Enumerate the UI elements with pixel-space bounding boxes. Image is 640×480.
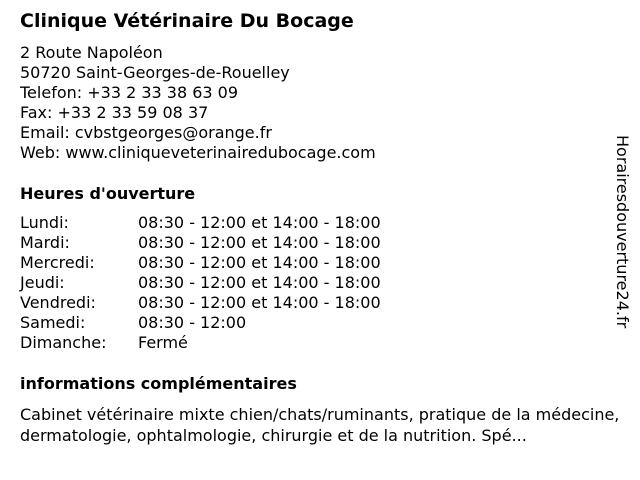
address-line-1: 2 Route Napoléon	[20, 43, 163, 62]
address-line-2: 50720 Saint-Georges-de-Rouelley	[20, 63, 290, 82]
day-hours: 08:30 - 12:00 et 14:00 - 18:00	[138, 233, 381, 252]
hours-row-thursday	[20, 273, 440, 293]
day-hours: 08:30 - 12:00 et 14:00 - 18:00	[138, 273, 381, 292]
phone-number: Telefon: +33 2 33 38 63 09	[20, 83, 239, 102]
hours-row-tuesday	[20, 233, 440, 253]
day-label: Vendredi:	[20, 293, 96, 312]
hours-row-sunday	[20, 333, 440, 353]
day-label: Dimanche:	[20, 333, 107, 352]
website: Web: www.cliniqueveterinairedubocage.com	[20, 143, 376, 162]
hours-row-wednesday	[20, 253, 440, 273]
clinic-name: Clinique Vétérinaire Du Bocage	[20, 10, 354, 32]
hours-table	[20, 213, 440, 353]
site-watermark: Horairesdouverture24.fr	[613, 135, 632, 329]
day-label: Mercredi:	[20, 253, 95, 272]
hours-row-monday	[20, 213, 440, 233]
fax-number: Fax: +33 2 33 59 08 37	[20, 103, 209, 122]
day-label: Lundi:	[20, 213, 69, 232]
day-label: Jeudi:	[20, 273, 65, 292]
day-hours: 08:30 - 12:00 et 14:00 - 18:00	[138, 253, 381, 272]
hours-row-friday	[20, 293, 440, 313]
day-hours: 08:30 - 12:00	[138, 313, 247, 332]
hours-row-saturday	[20, 313, 440, 333]
info-description: Cabinet vétérinaire mixte chien/chats/ruminants, pratique de la médecine, dermatologie, ophtalmologie, chirurgie et de la nutrition. Spé...	[20, 405, 620, 445]
email-address: Email: cvbstgeorges@orange.fr	[20, 123, 272, 142]
day-label: Mardi:	[20, 233, 70, 252]
info-heading: informations complémentaires	[20, 374, 297, 393]
day-label: Samedi:	[20, 313, 86, 332]
day-hours: 08:30 - 12:00 et 14:00 - 18:00	[138, 213, 381, 232]
day-hours: 08:30 - 12:00 et 14:00 - 18:00	[138, 293, 381, 312]
contact-block	[20, 43, 376, 163]
hours-heading: Heures d'ouverture	[20, 184, 196, 203]
day-hours: Fermé	[138, 333, 188, 352]
